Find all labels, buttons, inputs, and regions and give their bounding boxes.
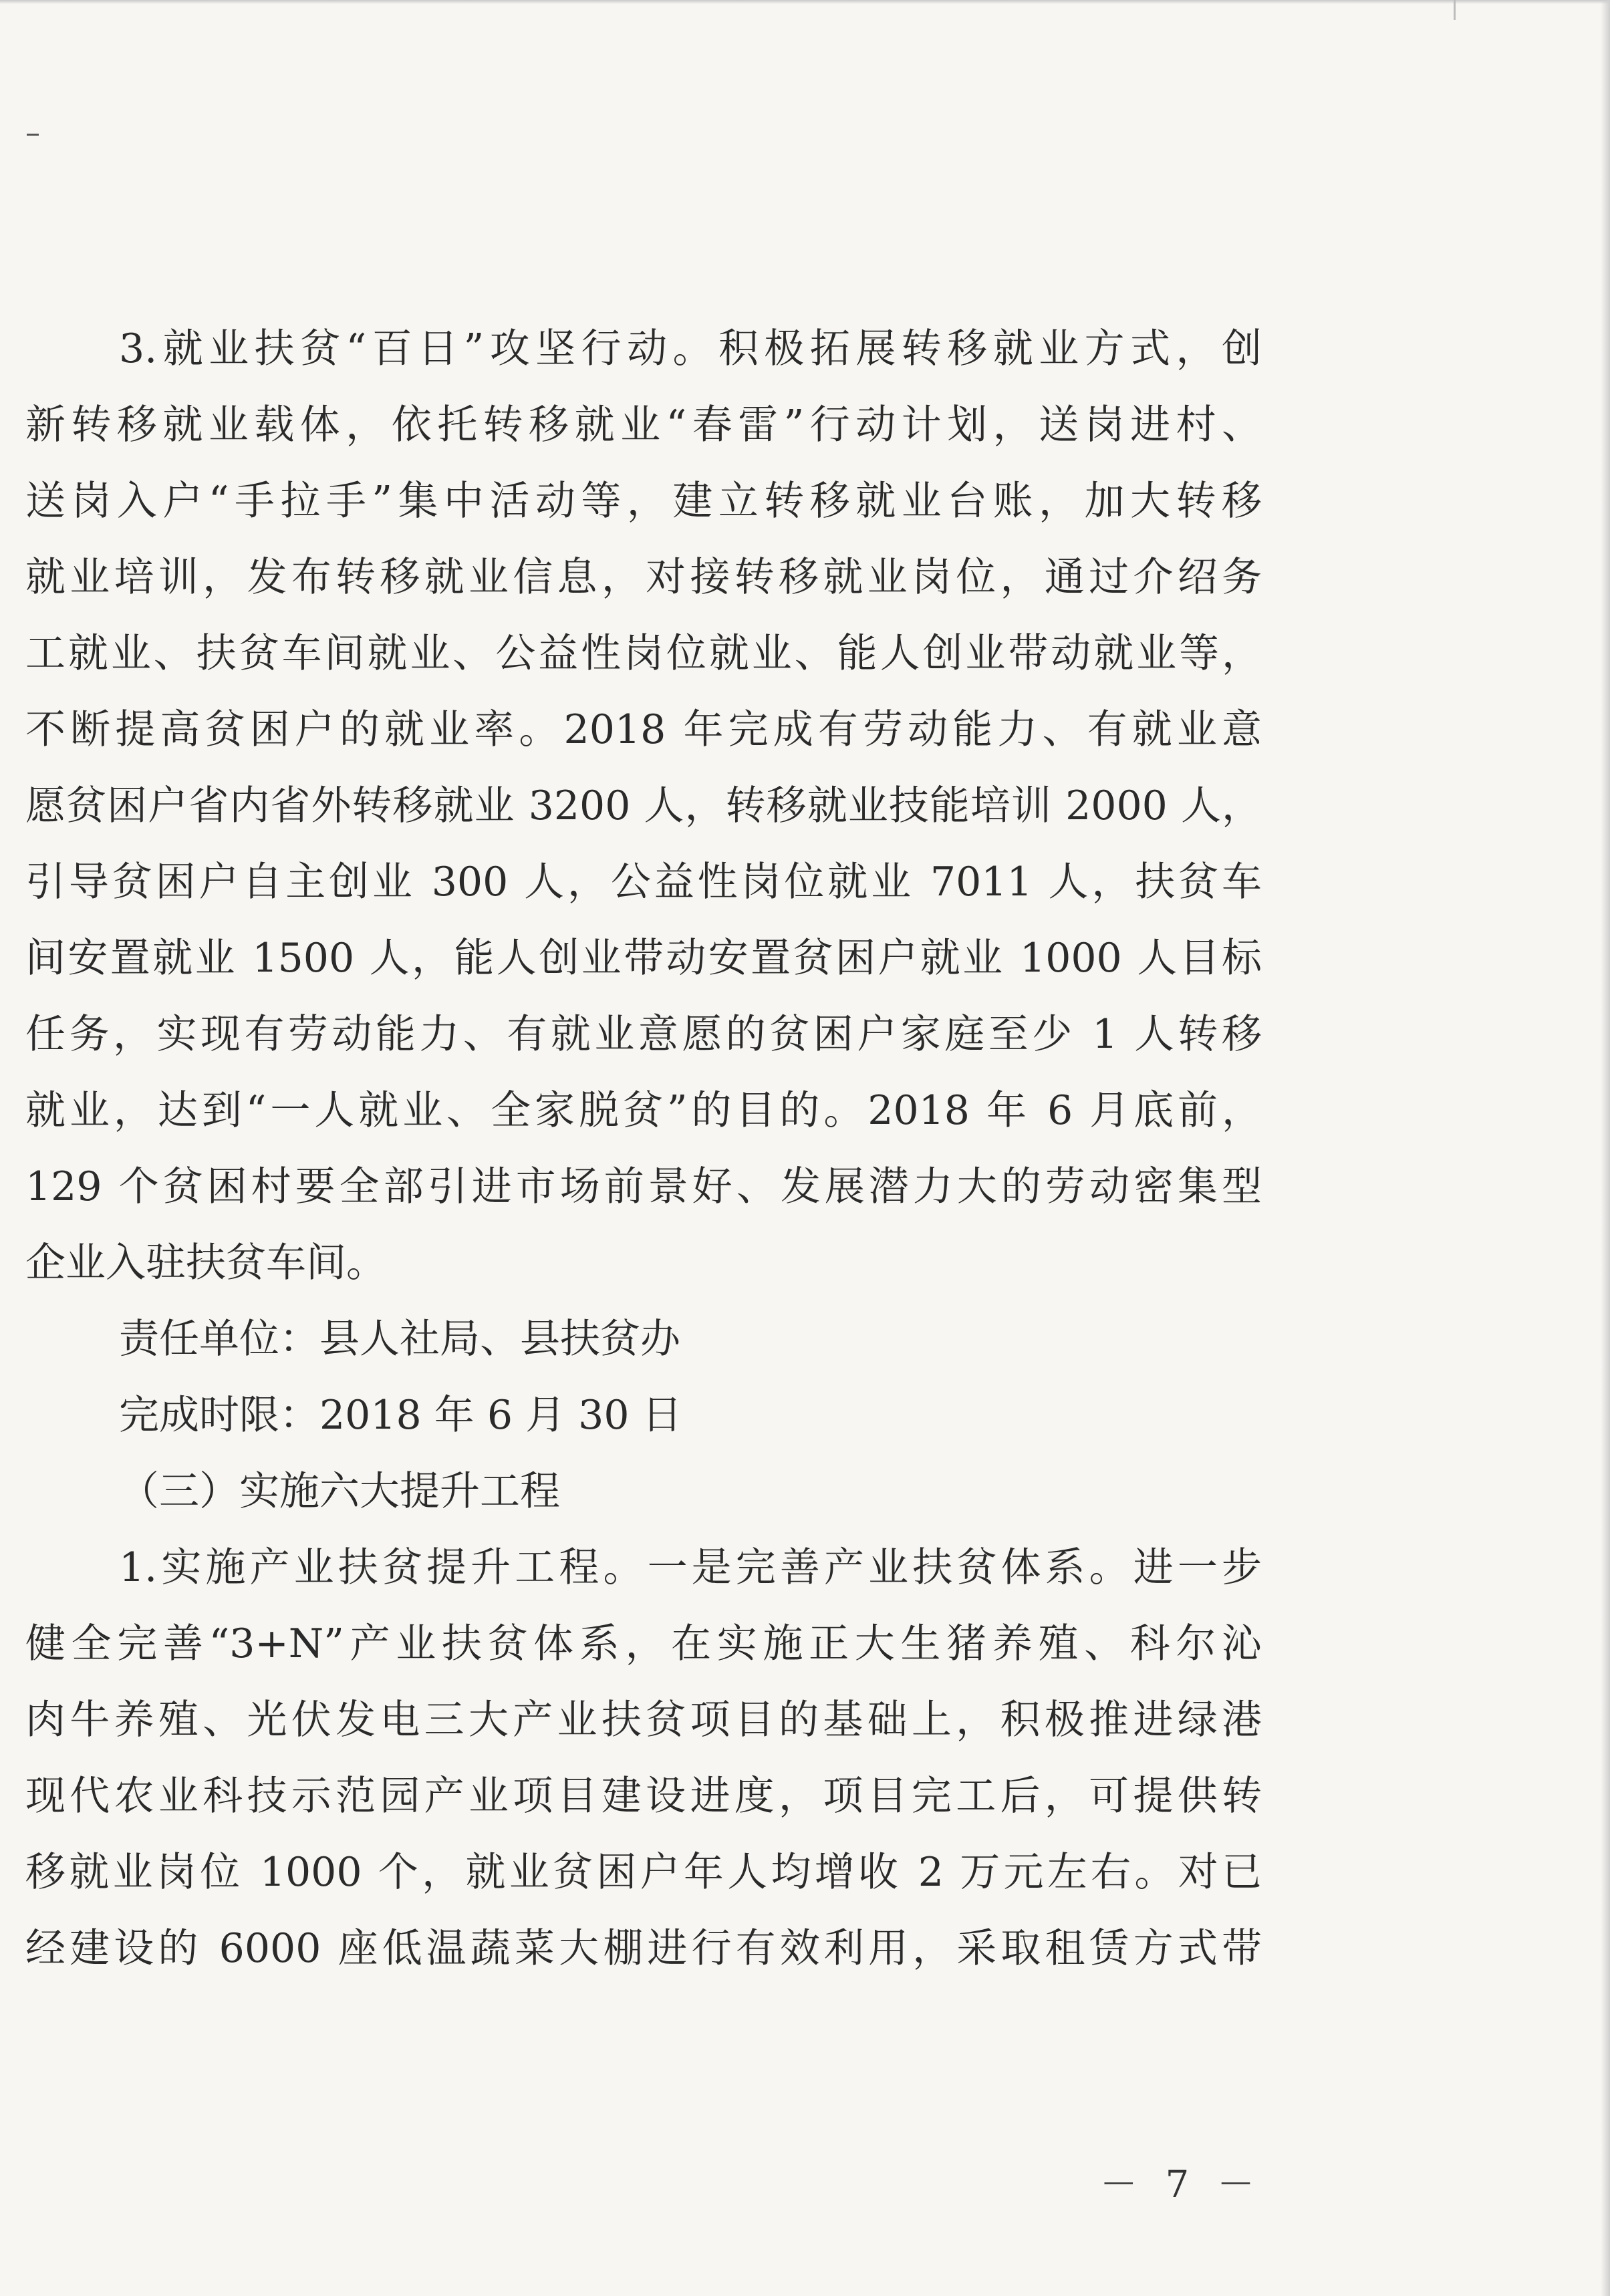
paragraph-line: 就业培训，发布转移就业信息，对接转移就业岗位，通过介绍务 [25,554,1262,601]
paragraph-line: 送岗入户“手拉手”集中活动等，建立转移就业台账，加大转移 [25,478,1262,525]
deadline: 完成时限：2018 年 6 月 30 日 [119,1392,682,1439]
paragraph-line: 工就业、扶贫车间就业、公益性岗位就业、能人创业带动就业等， [25,630,1262,677]
scan-edge-right [1601,0,1610,2296]
paragraph-line: 健全完善“3+N”产业扶贫体系，在实施正大生猪养殖、科尔沁 [25,1620,1262,1667]
paragraph-line: 不断提高贫困户的就业率。2018 年完成有劳动能力、有就业意 [25,706,1262,753]
page-number: － 7 － [1099,2163,1262,2206]
document-body [25,311,1262,1987]
scan-fold-mark [1454,0,1456,20]
margin-mark [27,134,39,136]
paragraph-line: 任务，实现有劳动能力、有就业意愿的贫困户家庭至少 1 人转移 [25,1011,1262,1058]
paragraph-line: 新转移就业载体，依托转移就业“春雷”行动计划，送岗进村、 [25,402,1262,448]
paragraph-line: 1.实施产业扶贫提升工程。一是完善产业扶贫体系。进一步 [119,1544,1262,1591]
paragraph-line: 就业，达到“一人就业、全家脱贫”的目的。2018 年 6 月底前， [25,1087,1262,1134]
paragraph-line: 129 个贫困村要全部引进市场前景好、发展潜力大的劳动密集型 [25,1163,1262,1210]
responsible-unit: 责任单位：县人社局、县扶贫办 [119,1316,680,1362]
paragraph-line: 愿贫困户省内省外转移就业 3200 人，转移就业技能培训 2000 人， [25,782,1262,829]
section-heading: （三）实施六大提升工程 [119,1468,560,1515]
paragraph-line: 经建设的 6000 座低温蔬菜大棚进行有效利用，采取租赁方式带 [25,1925,1262,1972]
scan-edge-top [0,0,1610,4]
paragraph-line: 现代农业科技示范园产业项目建设进度，项目完工后，可提供转 [25,1773,1262,1820]
paragraph-line: 肉牛养殖、光伏发电三大产业扶贫项目的基础上，积极推进绿港 [25,1697,1262,1743]
paragraph-line: 3.就业扶贫“百日”攻坚行动。积极拓展转移就业方式，创 [119,325,1262,372]
paragraph-line: 间安置就业 1500 人，能人创业带动安置贫困户就业 1000 人目标 [25,935,1262,982]
paragraph-line: 企业入驻扶贫车间。 [25,1240,386,1286]
paragraph-line: 移就业岗位 1000 个，就业贫困户年人均增收 2 万元左右。对已 [25,1849,1262,1896]
paragraph-line: 引导贫困户自主创业 300 人，公益性岗位就业 7011 人，扶贫车 [25,859,1262,905]
